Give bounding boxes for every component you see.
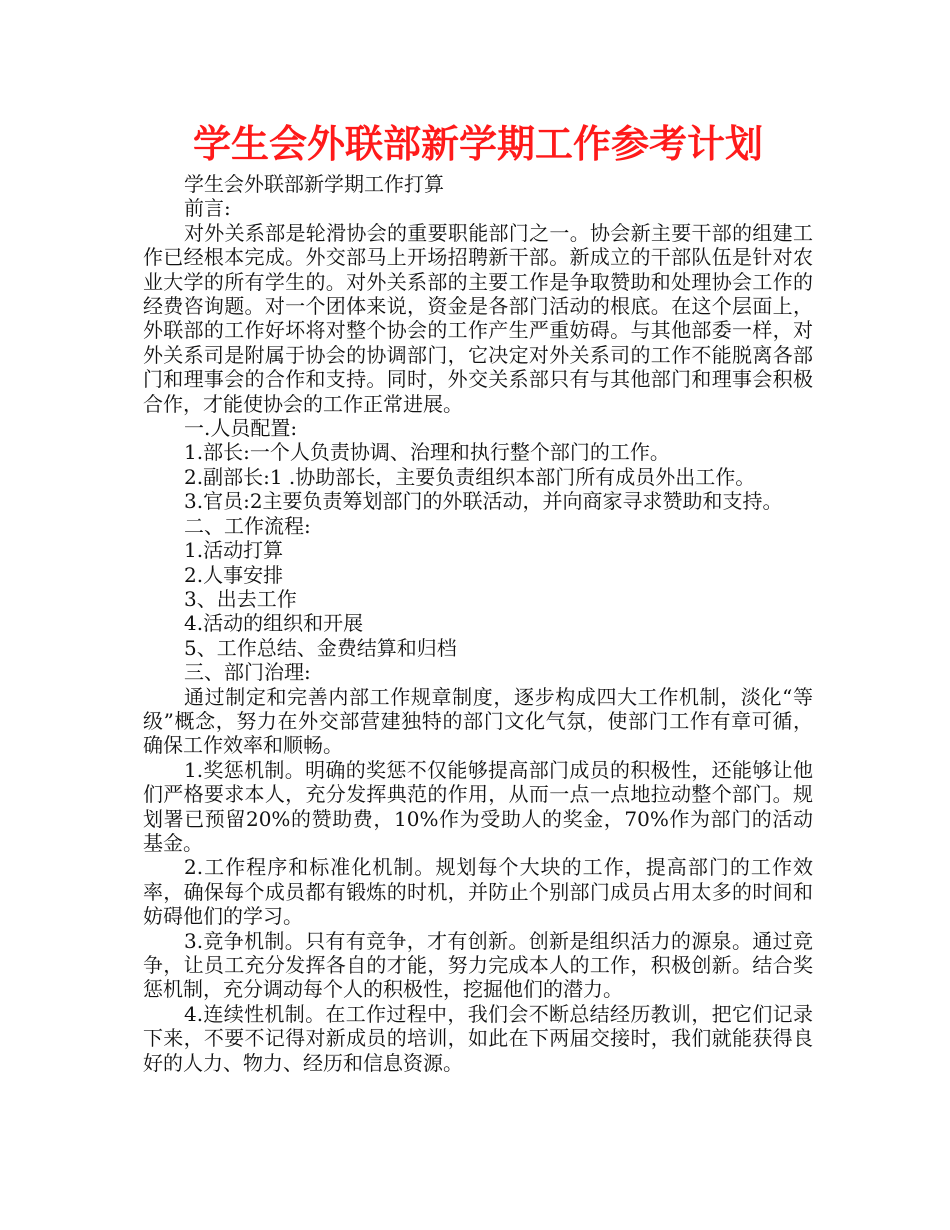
subtitle-paragraph: 学生会外联部新学期工作打算	[184, 172, 444, 196]
workflow-item: 5、工作总结、金费结算和归档	[184, 635, 457, 660]
staffing-item: 1.部长:一个人负责协调、治理和执行整个部门的工作。	[184, 440, 670, 465]
staffing-item: 2.副部长:1 .协助部长，主要负责组织本部门所有成员外出工作。	[184, 464, 756, 489]
mechanism-paragraph: 4.连续性机制。在工作过程中，我们会不断总结经历教训，把它们记录下来，不要不记得对新成员的培训，如此在下两届交接时，我们就能获得良好的人力、物力、经历和信息资源。	[143, 1001, 813, 1075]
section-heading-workflow: 二、工作流程:	[184, 513, 311, 538]
workflow-item: 1.活动打算	[184, 538, 284, 563]
mechanism-paragraph: 3.竞争机制。只有有竞争，才有创新。创新是组织活力的源泉。通过竞争，让员工充分发挥各自的才能，努力完成本人的工作，积极创新。结合奖惩机制，充分调动每个人的积极性，挖掘他们的潜力。	[143, 928, 813, 1002]
workflow-item: 3、出去工作	[184, 586, 297, 611]
management-intro-paragraph: 通过制定和完善内部工作规章制度，逐步构成四大工作机制，淡化“等级”概念，努力在外交部营建独特的部门文化气氛，使部门工作有章可循，确保工作效率和顺畅。	[143, 684, 813, 758]
mechanism-paragraph: 1.奖惩机制。明确的奖惩不仅能够提高部门成员的积极性，还能够让他们严格要求本人，充分发挥典范的作用，从而一点一点地拉动整个部门。规划署已预留20%的赞助费，10%作为受助人的奖金，70%作为部门的活动基金。	[143, 757, 813, 855]
mechanism-paragraph: 2.工作程序和标准化机制。规划每个大块的工作，提高部门的工作效率，确保每个成员都有锻炼的时机，并防止个别部门成员占用太多的时间和妨碍他们的学习。	[143, 855, 813, 929]
workflow-item: 4.活动的组织和开展	[184, 611, 364, 636]
workflow-item: 2.人事安排	[184, 562, 284, 587]
preface-heading: 前言:	[184, 196, 231, 221]
document-title: 学生会外联部新学期工作参考计划	[192, 122, 763, 166]
preface-paragraph: 对外关系部是轮滑协会的重要职能部门之一。协会新主要干部的组建工作已经根本完成。外交部马上开场招聘新干部。新成立的干部队伍是针对农业大学的所有学生的。对外关系部的主要工作是争取赞助和处理协会工作的经费咨询题。对一个团体来说，资金是各部门活动的根底。在这个层面上，外联部的工作好坏将对整个协会的工作产生严重妨碍。与其他部委一样，对外关系司是附属于协会的协调部门，它决定对外关系司的工作不能脱离各部门和理事会的合作和支持。同时，外交关系部只有与其他部门和理事会积极合作，才能使协会的工作正常进展。	[143, 220, 813, 416]
section-heading-management: 三、部门治理:	[184, 660, 311, 685]
section-heading-staffing: 一.人员配置:	[184, 416, 298, 441]
staffing-item: 3.官员:2主要负责筹划部门的外联活动，并向商家寻求赞助和支持。	[184, 489, 783, 514]
document-page	[143, 118, 813, 1075]
